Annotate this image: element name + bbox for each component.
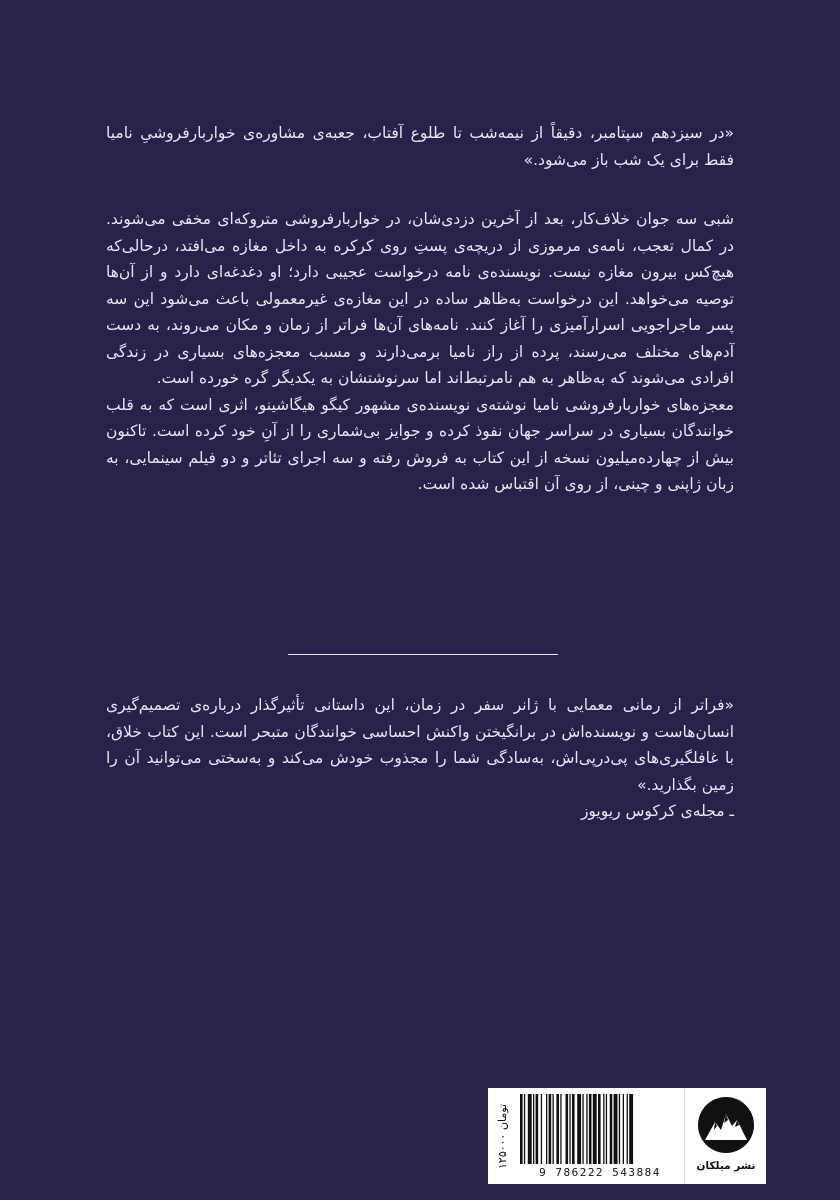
- review-quote: [106, 692, 734, 825]
- divider-line: [288, 654, 558, 655]
- synopsis-paragraph-2: معجزه‌های خواربارفروشی نامیا نوشته‌ی نویسنده‌ی مشهور کیگو هیگاشینو، اثری است که به قلب خوانندگان بسیاری در سراسر جهان نفوذ کرده و جوایز بی‌شماری را از آنِ خود کرده است. تاکنون بیش از چهارده‌میلیون نسخه از این کتاب به فروش رفته و سه اجرای تئاتر و دو فیلم سینمایی، به زبان ژاپنی و چینی، از روی آن اقتباس شده است.: [106, 395, 734, 493]
- publisher-logo-area: [684, 1088, 767, 1184]
- top-quote-text: «در سیزدهم سپتامبر، دقیقاً از نیمه‌شب تا طلوع آفتاب، جعبه‌ی مشاوره‌ی خواربارفروشیِ نامیا فقط برای یک شب باز می‌شود.»: [106, 124, 734, 169]
- barcode-box: [488, 1088, 766, 1184]
- review-quote-text: «فراتر از رمانی معمایی با ژانر سفر در زمان، این داستانی تأثیرگذار درباره‌ی تصمیم‌گیری انسان‌هاست و نویسنده‌اش در برانگیختن واکنش احساسی خوانندگان متبحر است. این کتاب خلاق، با غافلگیری‌های پی‌درپی‌اش، به‌سادگی شما را مجذوب خودش می‌کند و به‌سختی می‌توانید آن را زمین بگذارید.»: [106, 696, 734, 794]
- publisher-name: نشر میلکان: [696, 1160, 756, 1172]
- synopsis: [106, 206, 734, 498]
- mountain-logo-icon: [697, 1096, 755, 1154]
- price-label: ۱۲۵۰۰۰ تومان: [496, 1103, 509, 1169]
- synopsis-paragraph-1: شبی سه جوان خلاف‌کار، بعد از آخرین دزدی‌شان، در خواربارفروشی متروکه‌ای مخفی می‌شوند. در کمال تعجب، نامه‌ی مرموزی از دریچه‌ی پستِ روی کرکره به داخل مغازه می‌افتد، درحالی‌که هیچ‌کس بیرون مغازه نیست. نویسنده‌ی نامه درخواست عجیبی دارد؛ او دغدغه‌ای دارد و از آن‌ها توصیه می‌خواهد. این درخواست به‌ظاهر ساده در این مغازه‌ی غیرمعمولی باعث می‌شود این سه پسر ماجراجویی اسرارآمیزی را آغاز کنند. نامه‌های آن‌ها فراتر از زمان و مکان می‌روند، به دست آدم‌های مختلف می‌رسند، پرده از راز نامیا برمی‌دارند و مسبب معجزه‌های بسیاری در زندگی افرادی می‌شوند که به‌ظاهر به هم نامرتبط‌اند اما سرنوشتشان به یکدیگر گره خورده است.: [106, 210, 734, 387]
- top-quote: [106, 120, 734, 173]
- review-attribution: ـ مجله‌ی کرکوس ریویوز: [580, 802, 734, 820]
- barcode-icon: [518, 1094, 680, 1164]
- isbn-number: 9 786222 543884: [539, 1166, 661, 1179]
